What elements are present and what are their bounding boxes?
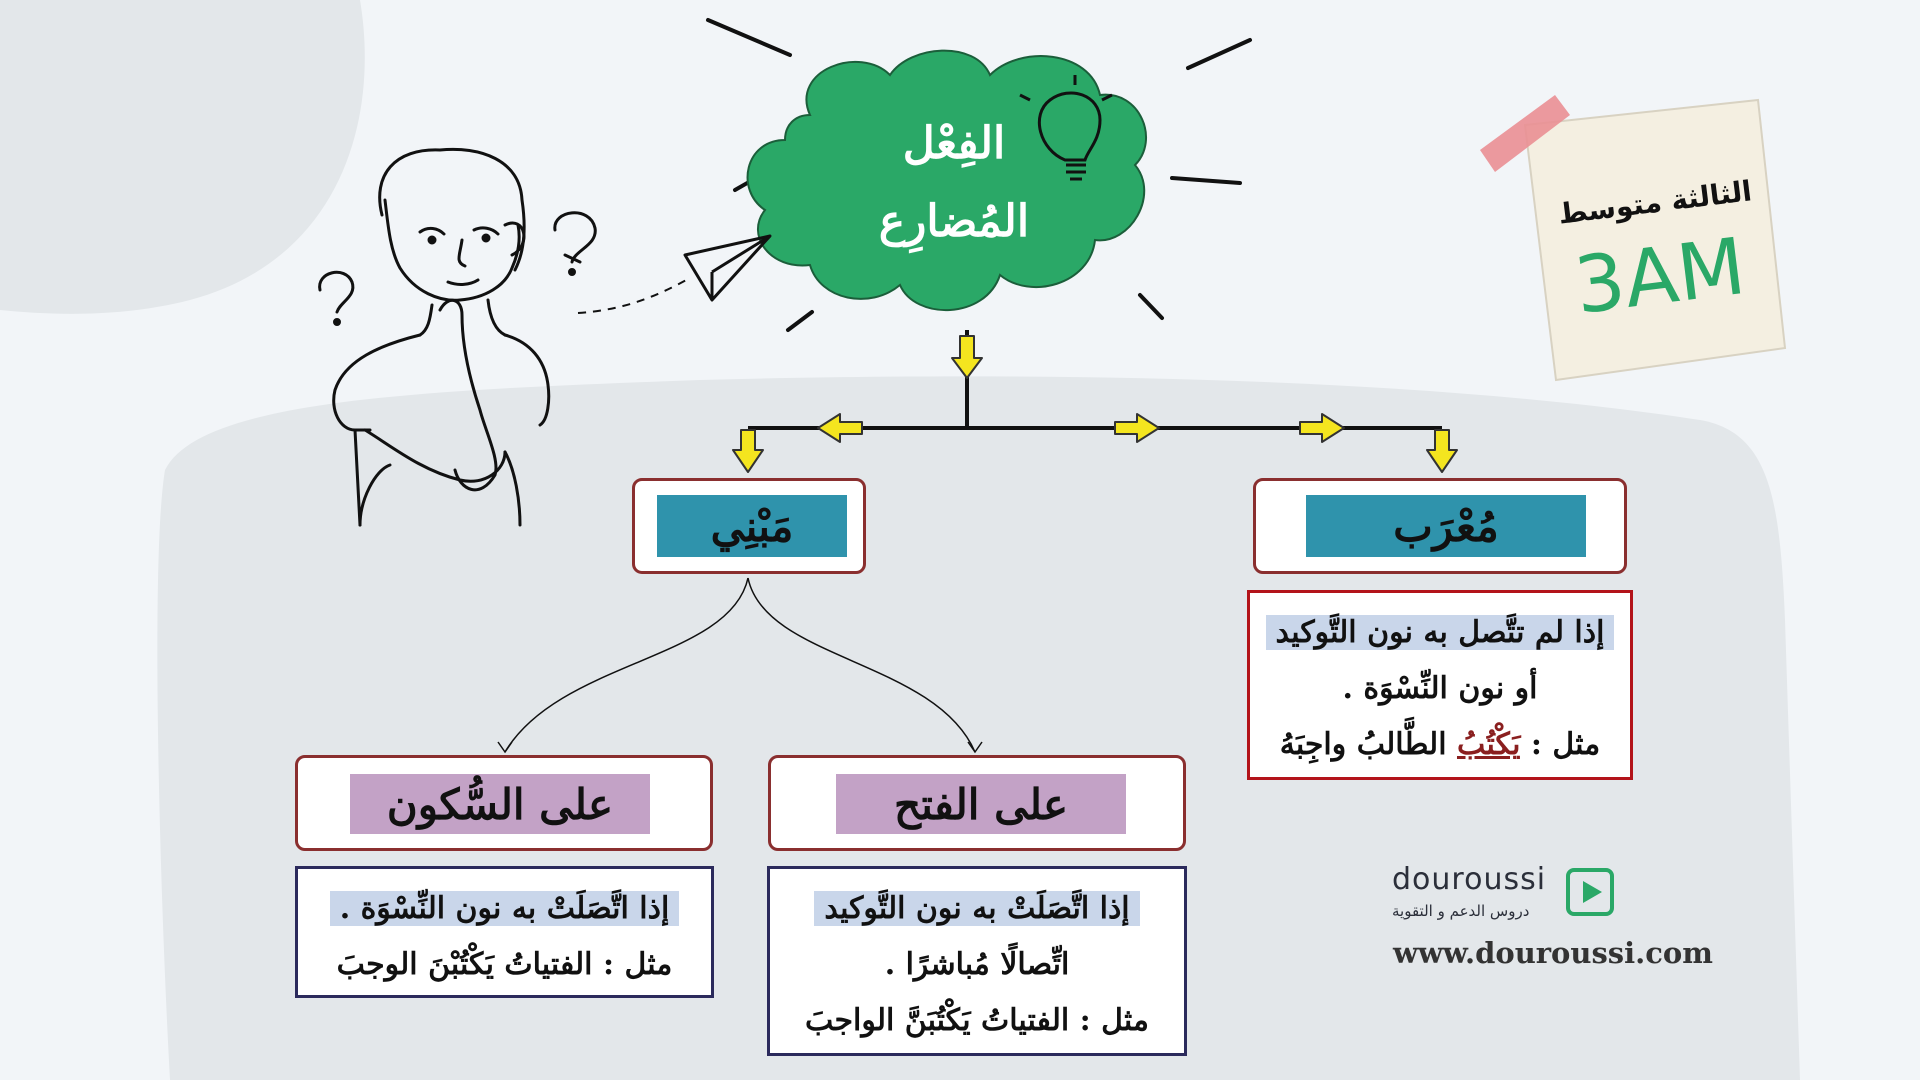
fath-line-2: اتِّصالًا مُباشرًا . <box>884 947 1070 982</box>
fath-label: على الفتح <box>836 774 1126 834</box>
title-line-2: المُضارِع <box>878 196 1030 247</box>
murab-content-box <box>1247 590 1633 780</box>
note-level: الثالثة متوسط <box>1556 174 1754 231</box>
sukun-label: على السُّكون <box>350 774 650 834</box>
brand-name: douroussi <box>1392 862 1547 897</box>
murab-example-verb: يَكْتُبُ <box>1456 727 1521 762</box>
mabni-head-box <box>632 478 866 574</box>
fath-content-box <box>767 866 1187 1056</box>
brand-tagline: دروس الدعم و التقوية <box>1392 902 1530 920</box>
murab-example-prefix: مثل : <box>1530 727 1601 762</box>
sukun-line-2: مثل : الفتياتُ يَكْتُبْنَ الوجبَ <box>336 947 673 982</box>
murab-example <box>1250 717 1630 773</box>
plane-trail <box>578 278 690 313</box>
note-code: 3AM <box>1569 221 1750 333</box>
sukun-content-box <box>295 866 714 998</box>
title-line-1: الفِعْل <box>902 118 1006 169</box>
murab-head-box <box>1253 478 1627 574</box>
title-cloud <box>748 51 1146 311</box>
fath-line-1: إذا اتَّصَلَتْ به نون التَّوكيد <box>770 881 1184 937</box>
murab-example-rest: الطَّالبُ واجِبَهُ <box>1279 727 1447 762</box>
fath-line-3: مثل : الفتياتُ يَكْتُبَنَّ الواجبَ <box>804 1003 1149 1038</box>
mabni-label: مَبْنِي <box>657 495 847 557</box>
sukun-head-box <box>295 755 713 851</box>
question-mark-icon <box>320 213 596 325</box>
murab-label: مُعْرَب <box>1306 495 1586 557</box>
sukun-line-1: إذا اتَّصَلَتْ به نون النِّسْوَة . <box>298 881 711 937</box>
brand-url[interactable]: www.douroussi.com <box>1393 936 1713 970</box>
paper-plane-icon <box>685 236 770 300</box>
fath-head-box <box>768 755 1186 851</box>
murab-line-1: إذا لم تتَّصل به نون التَّوكيد <box>1250 605 1630 661</box>
top-left-blob <box>0 0 365 314</box>
murab-line-2: أو نون النِّسْوَة . <box>1342 671 1538 706</box>
